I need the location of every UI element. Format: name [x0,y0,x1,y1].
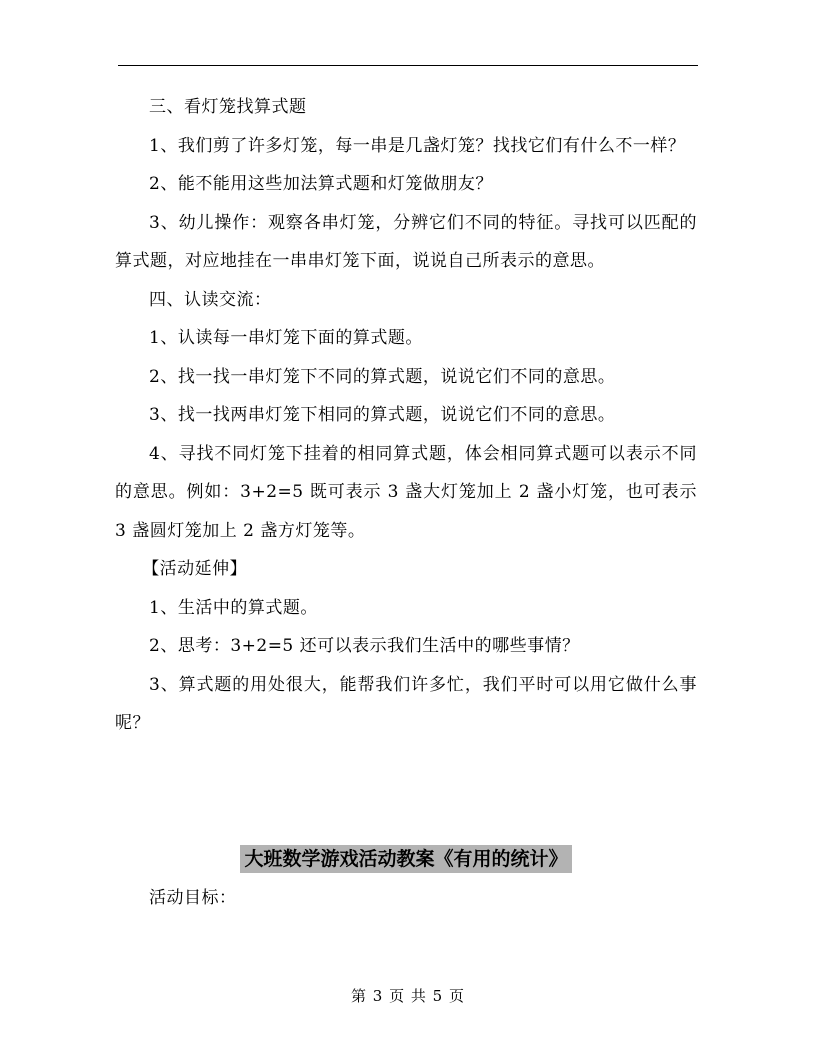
header-rule [118,65,698,66]
document-body [115,88,697,917]
document-title: 大班数学游戏活动教案《有用的统计》 [240,845,571,873]
section-heading: 三、看灯笼找算式题 [149,97,307,117]
blank-space [115,743,697,839]
paragraph: 4、寻找不同灯笼下挂着的相同算式题，体会相同算式题可以表示不同的意思。例如：3+2=5 既可表示 3 盏大灯笼加上 2 盏小灯笼，也可表示 3 盏圆灯笼加上 2 盏方灯笼等。 [115,443,697,541]
paragraph: 2、找一找一串灯笼下不同的算式题，说说它们不同的意思。 [149,366,616,387]
document-title-row [115,839,697,879]
page-footer: 第 3 页 共 5 页 [351,987,465,1005]
section-heading: 【活动延伸】 [142,559,248,579]
paragraph: 1、认读每一串灯笼下面的算式题。 [149,328,423,348]
paragraph: 3、算式题的用处很大，能帮我们许多忙，我们平时可以用它做什么事呢？ [115,674,697,733]
paragraph: 2、能不能用这些加法算式题和灯笼做朋友？ [149,174,493,194]
paragraph: 1、生活中的算式题。 [149,597,318,618]
paragraph: 1、我们剪了许多灯笼，每一串是几盏灯笼？找找它们有什么不一样？ [149,135,686,156]
paragraph: 3、找一找两串灯笼下相同的算式题，说说它们不同的意思。 [149,405,616,425]
section-heading: 四、认读交流： [149,289,272,310]
paragraph: 2、思考：3+2=5 还可以表示我们生活中的哪些事情？ [149,636,580,656]
paragraph: 3、幼儿操作：观察各串灯笼，分辨它们不同的特征。寻找可以匹配的算式题，对应地挂在一串串灯笼下面，说说自己所表示的意思。 [115,212,697,271]
section-heading: 活动目标： [149,887,237,908]
